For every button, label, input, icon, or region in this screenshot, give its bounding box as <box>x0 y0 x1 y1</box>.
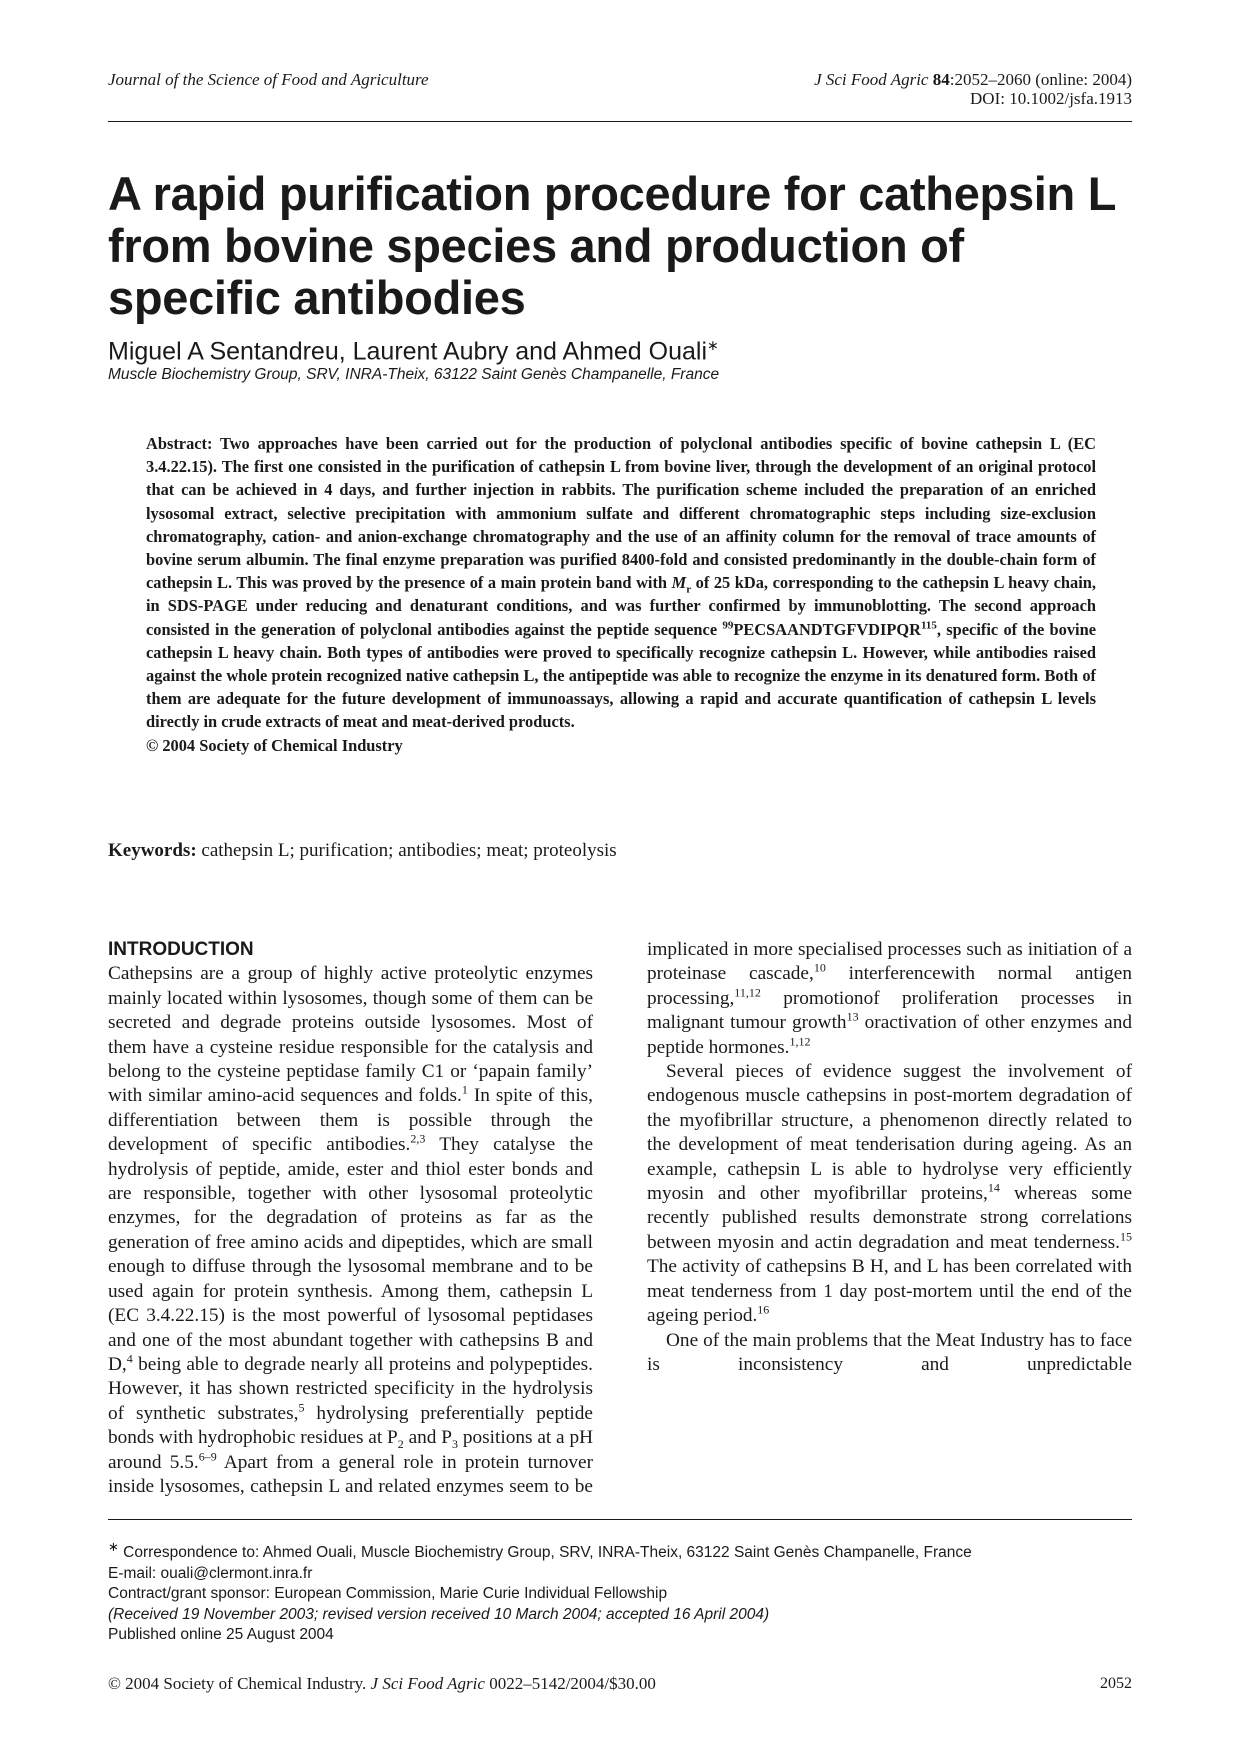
text-run: and P <box>403 1427 453 1449</box>
citation-ref: 13 <box>846 1009 859 1024</box>
received-dates: (Received 19 November 2003; revised version received 10 March 2004; accepted 16 April 2004) <box>108 1605 770 1623</box>
author-affiliation: Muscle Biochemistry Group, SRV, INRA-Theix, 63122 Saint Genès Champanelle, France <box>108 366 720 383</box>
header-rule <box>108 121 1132 122</box>
article-title: A rapid purification procedure for cathepsin L from bovine species and production of specific antibodies <box>108 167 1116 324</box>
peptide-sequence: PECSAANDTGFVDIPQR <box>733 619 921 639</box>
subscript: 3 <box>452 1436 459 1451</box>
introduction-paragraph-3: One of the main problems that the Meat Industry has to face is inconsistency and unpredictable <box>647 1329 1132 1375</box>
mr-subscript: r <box>686 583 692 596</box>
keywords-text: cathepsin L; purification; antibodies; meat; proteolysis <box>196 840 617 861</box>
correspondence-text: Correspondence to: Ahmed Ouali, Muscle Biochemistry Group, SRV, INRA-Theix, 63122 Saint Genès Champanelle, France <box>123 1544 972 1562</box>
text-run: activation of other enzymes and peptide hormones. <box>647 1012 1132 1058</box>
abstract-text-2: of 25 kDa, corresponding to the cathepsin L heavy chain, in SDS-PAGE under reducing and denaturant conditions, and was further confirmed by immunoblotting. The second approach consisted in the generation of polyclonal antibodies against the peptide sequence <box>146 573 1096 639</box>
footnote-received <box>108 1605 1132 1626</box>
text-run: Apart from a general role in protein turnover inside lysosomes, cathepsin L and related enzymes seem to be <box>108 1451 593 1497</box>
body-column-right <box>647 938 1132 1377</box>
doi: DOI: 10.1002/jsfa.1913 <box>970 89 1132 108</box>
keywords <box>108 840 617 862</box>
abstract-copyright: © 2004 Society of Chemical Industry <box>146 735 403 755</box>
mr-symbol: M <box>671 573 687 593</box>
citation-ref: 5 <box>298 1400 305 1415</box>
text-run: of proliferation processes in malignant tumour growth <box>647 987 1133 1034</box>
footer-issn: 0022–5142/2004/$30.00 <box>484 1674 656 1693</box>
text-run: positions at a pH around 5.5. <box>108 1427 594 1473</box>
abstract-text-3: , specific of the bovine cathepsin L heavy chain. Both types of antibodies were proved to specifically recognize cathepsin L. However, while antibodies raised against the whole protein recognized native cathepsin L, the antipeptide was able to recognize the enzyme in its denatured form. Both of them are adequate for the future development of immunoassays, allowing a rapid and accurate quantification of cathepsin L levels directly in crude extracts of meat and meat-derived products. <box>146 619 1097 732</box>
footnote-correspondence <box>108 1537 1132 1564</box>
citation-ref: 1,12 <box>789 1034 811 1049</box>
sequence-start: 99 <box>722 619 734 632</box>
text-run: interference <box>825 963 941 985</box>
journal-name: Journal of the Science of Food and Agriculture <box>108 70 429 89</box>
footer-copyright-text: © 2004 Society of Chemical Industry. <box>108 1674 371 1693</box>
abstract-label: Abstract: <box>146 434 213 453</box>
text-run: promotion <box>760 987 864 1009</box>
introduction-paragraph-2 <box>647 1060 1132 1328</box>
text-run: They catalyse the hydrolysis of peptide, amide, ester and thiol ester bonds and are responsible, together with other lysosomal proteolytic enzymes, for the degradation of proteins as far as the generation of free amino acids and dipeptides, which are small enough to diffuse through the lysosomal membrane and to be used again for protein synthesis. Among them, cathepsin L (EC 3.4.22.15) is the most powerful of lysosomal peptidases and one of the most abundant together with cathepsins B and D, <box>108 1134 594 1375</box>
footnote-published: Published online 25 August 2004 <box>108 1626 334 1644</box>
introduction-heading: INTRODUCTION <box>108 939 254 960</box>
citation-ref: 10 <box>813 960 826 975</box>
citation-block <box>814 70 1132 108</box>
text-run: or <box>858 1012 881 1034</box>
author-list <box>108 331 719 365</box>
article-page <box>108 0 1132 1755</box>
citation-ref: 14 <box>987 1180 1000 1195</box>
corresponding-author-mark: ∗ <box>108 1539 119 1554</box>
sequence-end: 115 <box>920 619 937 632</box>
citation-ref: 15 <box>1120 1229 1132 1244</box>
citation-ref: 6–9 <box>198 1449 217 1464</box>
subscript: 2 <box>397 1436 404 1451</box>
body-column-left <box>108 938 593 1499</box>
corresponding-author-mark: ∗ <box>707 337 719 353</box>
footnotes <box>108 1537 1132 1646</box>
citation-ref: 1 <box>461 1083 468 1098</box>
citation-volume: 84 <box>932 70 950 89</box>
text-run: implicated in more specialised processes such as initiation of a proteinase cascade, <box>647 939 1132 985</box>
citation-ref: 16 <box>757 1302 770 1317</box>
footnote-rule <box>108 1519 1132 1520</box>
text-run: hydrolysing preferentially peptide bonds with hydrophobic residues at P <box>108 1402 593 1449</box>
page-number: 2052 <box>1100 1675 1132 1692</box>
citation-ref: 2,3 <box>410 1131 426 1146</box>
text-run: with normal antigen processing, <box>647 963 1132 1009</box>
footnote-email: E-mail: ouali@clermont.inra.fr <box>108 1564 313 1582</box>
introduction-paragraph-1-continued <box>647 938 1132 1060</box>
footnote-sponsor: Contract/grant sponsor: European Commission, Marie Curie Individual Fellowship <box>108 1585 668 1603</box>
introduction-paragraph-1 <box>108 962 593 1499</box>
keywords-label: Keywords: <box>108 840 197 861</box>
text-run: being able to degrade nearly all proteins and polypeptides. However, it has shown restricted specificity in the hydrolysis of synthetic substrates, <box>108 1353 593 1424</box>
footer-copyright <box>108 1674 656 1694</box>
citation-line <box>814 70 1132 89</box>
citation-ref: 4 <box>126 1351 133 1366</box>
text-run: In spite of this, differentiation between them is possible through the development of specific antibodies. <box>108 1085 594 1156</box>
text-run: whereas some recently published results demonstrate strong correlations between myosin and actin degradation and meat tenderness. <box>647 1183 1132 1253</box>
citation-ref: 11,12 <box>734 985 761 1000</box>
abstract <box>146 432 1096 757</box>
footer-journal: J Sci Food Agric <box>370 1674 485 1693</box>
authors-text: Miguel A Sentandreu, Laurent Aubry and Ahmed Ouali <box>108 337 708 366</box>
abstract-text-1: Two approaches have been carried out for the production of polyclonal antibodies specific of bovine cathepsin L (EC 3.4.22.15). The first one consisted in the purification of cathepsin L from bovine liver, through the development of an original protocol that can be achieved in 4 days, and further injection in rabbits. The purification scheme included the preparation of an enriched lysosomal extract, selective precipitation with ammonium sulfate and different chromatographic steps including size-exclusion chromatography, cation- and anion-exchange chromatography and the use of an affinity column for the removal of trace amounts of bovine serum albumin. The final enzyme preparation was purified 8400-fold and consisted predominantly in the double-chain form of cathepsin L. This was proved by the presence of a main protein band with <box>146 434 1096 593</box>
text-run: The activity of cathepsins B H, and L has been correlated with meat tenderness from 1 day post-mortem until the end of the ageing period. <box>647 1256 1132 1327</box>
text-run: Cathepsins are a group of highly active proteolytic enzymes mainly located within lysosomes, though some of them can be secreted and degrade proteins outside lysosomes. Most of them have a cysteine residue responsible for the catalysis and belong to the cysteine peptidase family C1 or ‘papain family’ with similar amino-acid sequences and folds. <box>108 963 593 1107</box>
citation-journal: J Sci Food Agric <box>814 70 929 89</box>
citation-pages: :2052–2060 (online: 2004) <box>949 70 1132 89</box>
text-run: Several pieces of evidence suggest the involvement of endogenous muscle cathepsins in post-mortem degradation of the myofibrillar structure, a phenomenon directly related to the development of meat tenderisation during ageing. As an example, cathepsin L is able to hydrolyse very efficiently myosin and other myofibrillar proteins, <box>647 1061 1132 1205</box>
